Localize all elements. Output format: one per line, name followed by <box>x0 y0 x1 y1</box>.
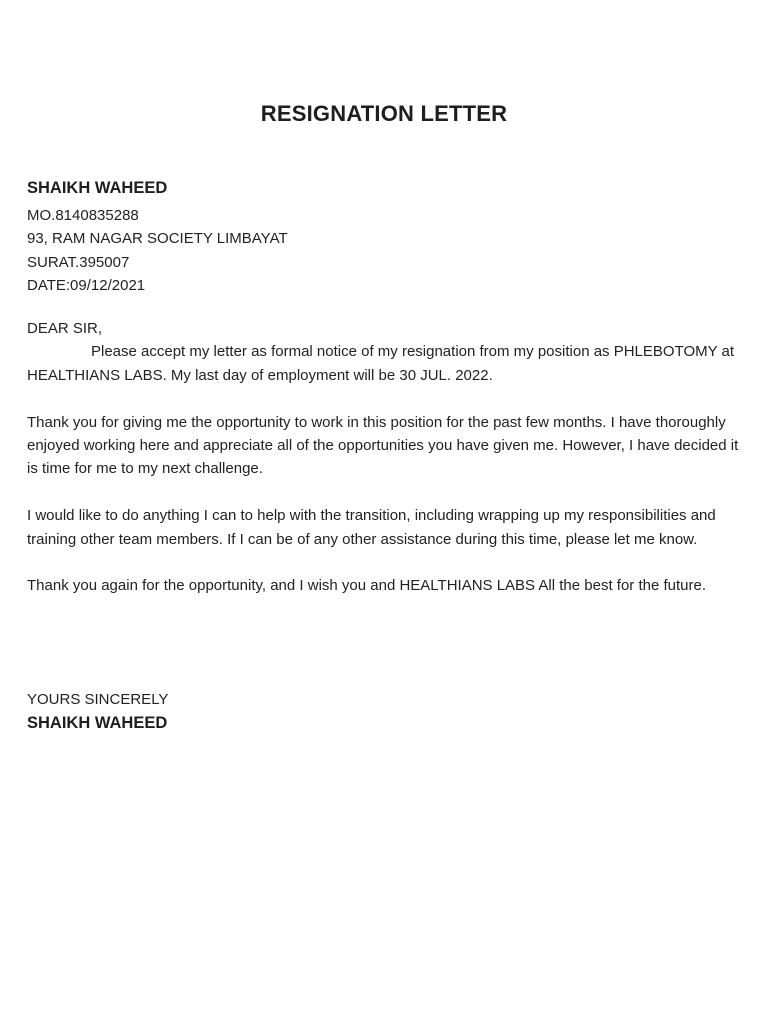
document-title: RESIGNATION LETTER <box>260 101 508 126</box>
sender-address-line1: 93, RAM NAGAR SOCIETY LIMBAYAT <box>27 230 288 248</box>
paragraph-resignation-notice: Please accept my letter as formal notice of my resignation from my position as PHLEBOTOMY at HEALTHIANS LABS. My last day of employment will be 30 JUL. 2022. <box>27 343 735 384</box>
signature-name: SHAIKH WAHEED <box>27 714 168 733</box>
sender-block <box>27 178 727 298</box>
sender-name: SHAIKH WAHEED <box>27 179 168 197</box>
sender-address-line2: SURAT.395007 <box>27 253 130 271</box>
closing-phrase: YOURS SINCERELY <box>27 691 169 708</box>
letter-body <box>27 317 747 598</box>
closing-block <box>27 688 727 735</box>
salutation: DEAR SIR, <box>27 320 103 337</box>
paragraph-gratitude: Thank you for giving me the opportunity to work in this position for the past few months. I have thoroughly enjoyed working here and appreciate all of the opportunities you have given me. However, I have decided it is time for me to my next challenge. <box>27 413 739 478</box>
paragraph-transition: I would like to do anything I can to help with the transition, including wrapping up my responsibilities and training other team members. If I can be of any other assistance during this time, please let me know. <box>27 507 716 548</box>
letter-date: DATE:09/12/2021 <box>27 277 146 295</box>
paragraph-closing-wishes: Thank you again for the opportunity, and I wish you and HEALTHIANS LABS All the best for the future. <box>27 577 706 595</box>
sender-mobile: MO.8140835288 <box>27 207 139 224</box>
